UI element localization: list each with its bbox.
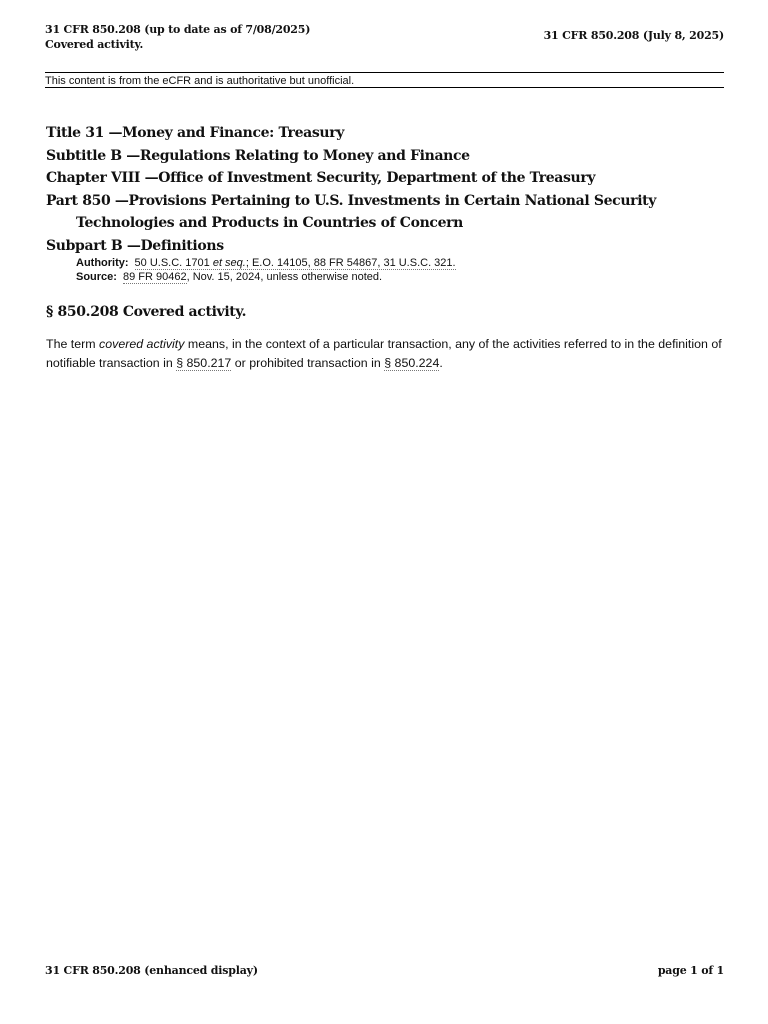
section-text-4: . [439, 356, 443, 370]
header-citation [45, 22, 310, 52]
page-footer [45, 964, 724, 980]
defined-term: covered activity [99, 337, 185, 351]
header-date-citation: 31 CFR 850.208 (July 8, 2025) [543, 29, 724, 42]
link-850-224[interactable]: § 850.224 [384, 356, 440, 370]
authority-line [76, 256, 736, 271]
source-line [76, 270, 736, 285]
hierarchy-title: Title 31 —Money and Finance: Treasury [46, 125, 345, 141]
footer-display-label: 31 CFR 850.208 (enhanced display) [45, 964, 258, 977]
authority-citation [135, 257, 456, 270]
section-text-3: or prohibited transaction in [231, 356, 385, 370]
section-heading: § 850.208 Covered activity. [46, 304, 247, 320]
authority-text-2: ; E.O. 14105, 88 FR 54867, 31 U.S.C. 321. [245, 257, 456, 269]
hierarchy [46, 122, 736, 285]
section-body [46, 335, 726, 373]
hierarchy-part: Part 850 —Provisions Pertaining to U.S. Investments in Certain National Security Technologies and Products in Countries of Concern [46, 192, 657, 231]
hierarchy-chapter: Chapter VIII —Office of Investment Security, Department of the Treasury [46, 170, 596, 186]
source-label: Source: [76, 271, 117, 283]
source-link[interactable]: 89 FR 90462 [122, 271, 187, 283]
section-text-1: The term [46, 337, 100, 351]
authority-notice: This content is from the eCFR and is authoritative but unofficial. [45, 72, 724, 88]
source-text: , Nov. 15, 2024, unless otherwise noted. [186, 271, 383, 283]
authority-italic: et seq. [212, 257, 246, 269]
page-header [45, 22, 724, 54]
page-number: page 1 of 1 [657, 964, 724, 977]
authority-text-1: 50 U.S.C. 1701 [134, 257, 213, 269]
section-text-2: means, in the context of a particular transaction, any of the activities referred to in the definition of notifiable transaction in [46, 337, 722, 370]
hierarchy-subpart: Subpart B —Definitions [46, 237, 224, 254]
hierarchy-subtitle: Subtitle B —Regulations Relating to Money and Finance [46, 147, 470, 164]
header-section-title: Covered activity. [45, 38, 144, 51]
authority-label: Authority: [76, 257, 129, 269]
header-citation-line: 31 CFR 850.208 (up to date as of 7/08/2025) [45, 23, 311, 36]
link-850-217[interactable]: § 850.217 [176, 356, 232, 370]
